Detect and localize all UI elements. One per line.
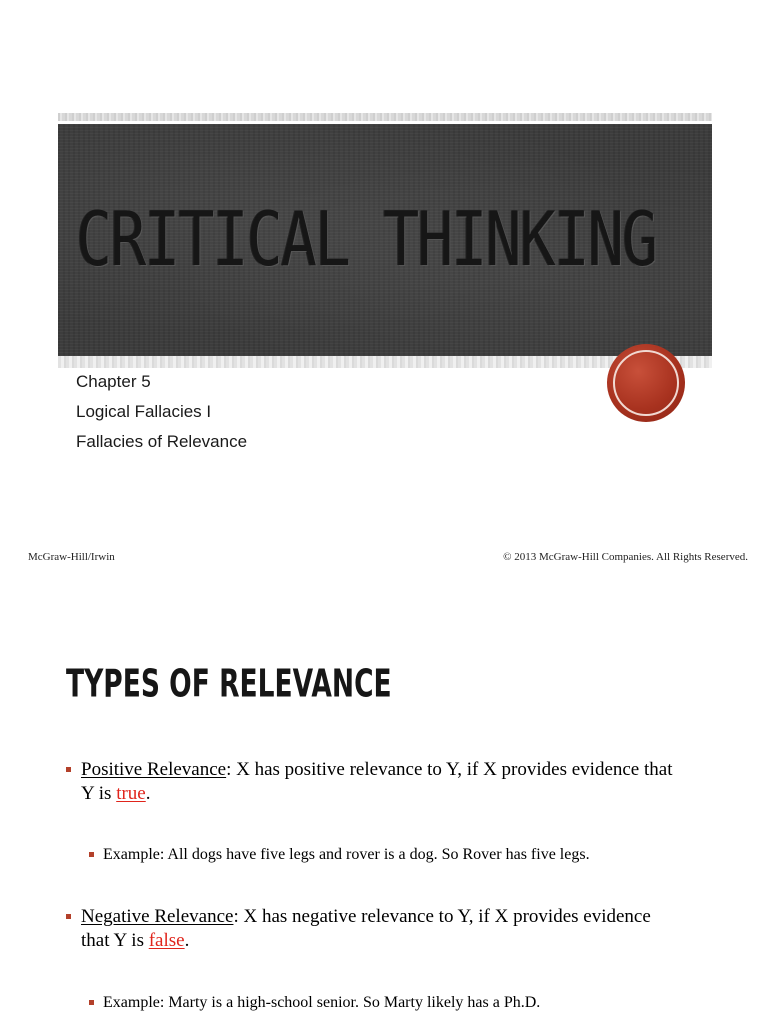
copyright-label: © 2013 McGraw-Hill Companies. All Rights Reserved. <box>503 551 748 563</box>
chapter-subtitle: Fallacies of Relevance <box>76 432 248 451</box>
bullet-marker <box>89 852 94 857</box>
bullet-marker <box>66 914 71 919</box>
red-circle-badge <box>607 344 685 422</box>
example-positive <box>103 845 743 865</box>
bullet-positive-relevance <box>81 758 681 806</box>
bullet-marker <box>89 1000 94 1005</box>
example-text: Example: Marty is a high-school senior. So Marty likely has a Ph.D. <box>103 994 541 1011</box>
content-slide <box>0 580 768 1024</box>
chapter-label: Chapter 5 <box>76 372 151 391</box>
term-positive-relevance: Positive Relevance <box>81 759 227 780</box>
badge-ring <box>613 350 679 416</box>
highlight-true: true <box>116 783 146 804</box>
example-text: Example: All dogs have five legs and rover is a dog. So Rover has five legs. <box>103 846 590 863</box>
bullet-marker <box>66 767 71 772</box>
highlight-false: false <box>148 930 185 951</box>
banner-title: CRITICAL THINKING <box>76 196 657 284</box>
bullet-negative-relevance <box>81 905 681 953</box>
example-negative <box>103 993 743 1013</box>
publisher-label: McGraw-Hill/Irwin <box>28 551 115 563</box>
slide-heading: TYPES OF RELEVANCE <box>66 662 392 707</box>
chapter-title: Logical Fallacies I <box>76 402 212 421</box>
definition-text: : X has positive relevance to Y, if X provides evidence that Y is <box>81 759 673 804</box>
definition-end: . <box>184 930 190 951</box>
banner-top-strip <box>58 113 712 121</box>
term-negative-relevance: Negative Relevance <box>81 906 234 927</box>
definition-end: . <box>145 783 151 804</box>
definition-text: : X has negative relevance to Y, if X provides evidence that Y is <box>81 906 651 951</box>
